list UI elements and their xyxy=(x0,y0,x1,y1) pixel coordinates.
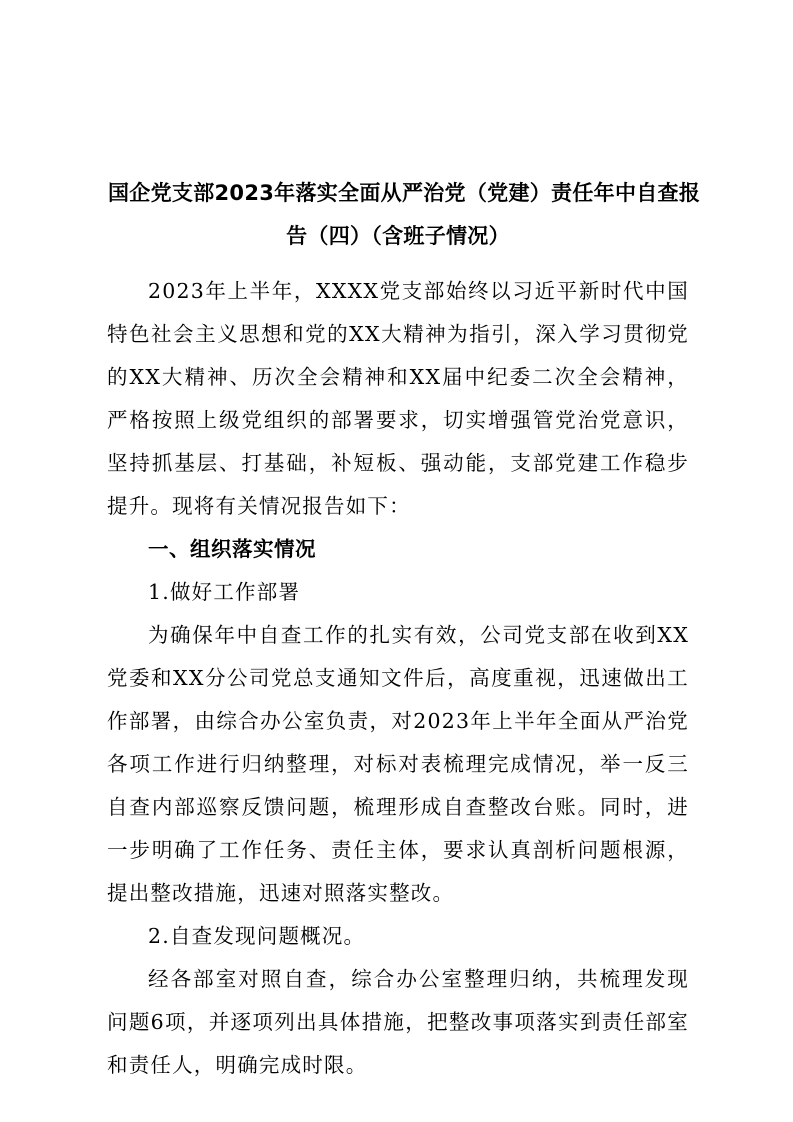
subheading-work-deployment: 1.做好工作部署 xyxy=(148,580,301,604)
issues-overview-paragraph: 经各部室对照自查，综合办公室整理归纳，共梳理发现问题6项，并逐项列出具体措施，把整改事项落实到责任部室和责任人，明确完成时限。 xyxy=(107,967,689,1077)
title-line-1: 国企党支部2023年落实全面从严治党（党建）责任年中自查报 xyxy=(108,181,701,205)
document-body xyxy=(107,270,689,1087)
subheading-issues-overview: 2.自查发现问题概况。 xyxy=(148,924,366,948)
intro-paragraph: 2023年上半年，XXXX党支部始终以习近平新时代中国特色社会主义思想和党的XX大精神为指引，深入学习贯彻党的XX大精神、历次全会精神和XX届中纪委二次全会精神，严格按照上级党组织的部署要求，切实增强管党治党意识，坚持抓基层、打基础，补短板、强动能，支部党建工作稳步提升。现将有关情况报告如下： xyxy=(107,279,689,518)
work-deployment-paragraph: 为确保年中自查工作的扎实有效，公司党支部在收到XX党委和XX分公司党总支通知文件后，高度重视，迅速做出工作部署，由综合办公室负责，对2023年上半年全面从严治党各项工作进行归纳整理，对标对表梳理完成情况，举一反三自查内部巡察反馈问题，梳理形成自查整改台账。同时，进一步明确了工作任务、责任主体，要求认真剖析问题根源，提出整改措施，迅速对照落实整改。 xyxy=(107,623,689,905)
section-heading-organization: 一、组织落实情况 xyxy=(148,537,316,561)
document-title xyxy=(108,172,701,258)
title-line-2: 告（四）（含班子情况） xyxy=(286,224,510,248)
